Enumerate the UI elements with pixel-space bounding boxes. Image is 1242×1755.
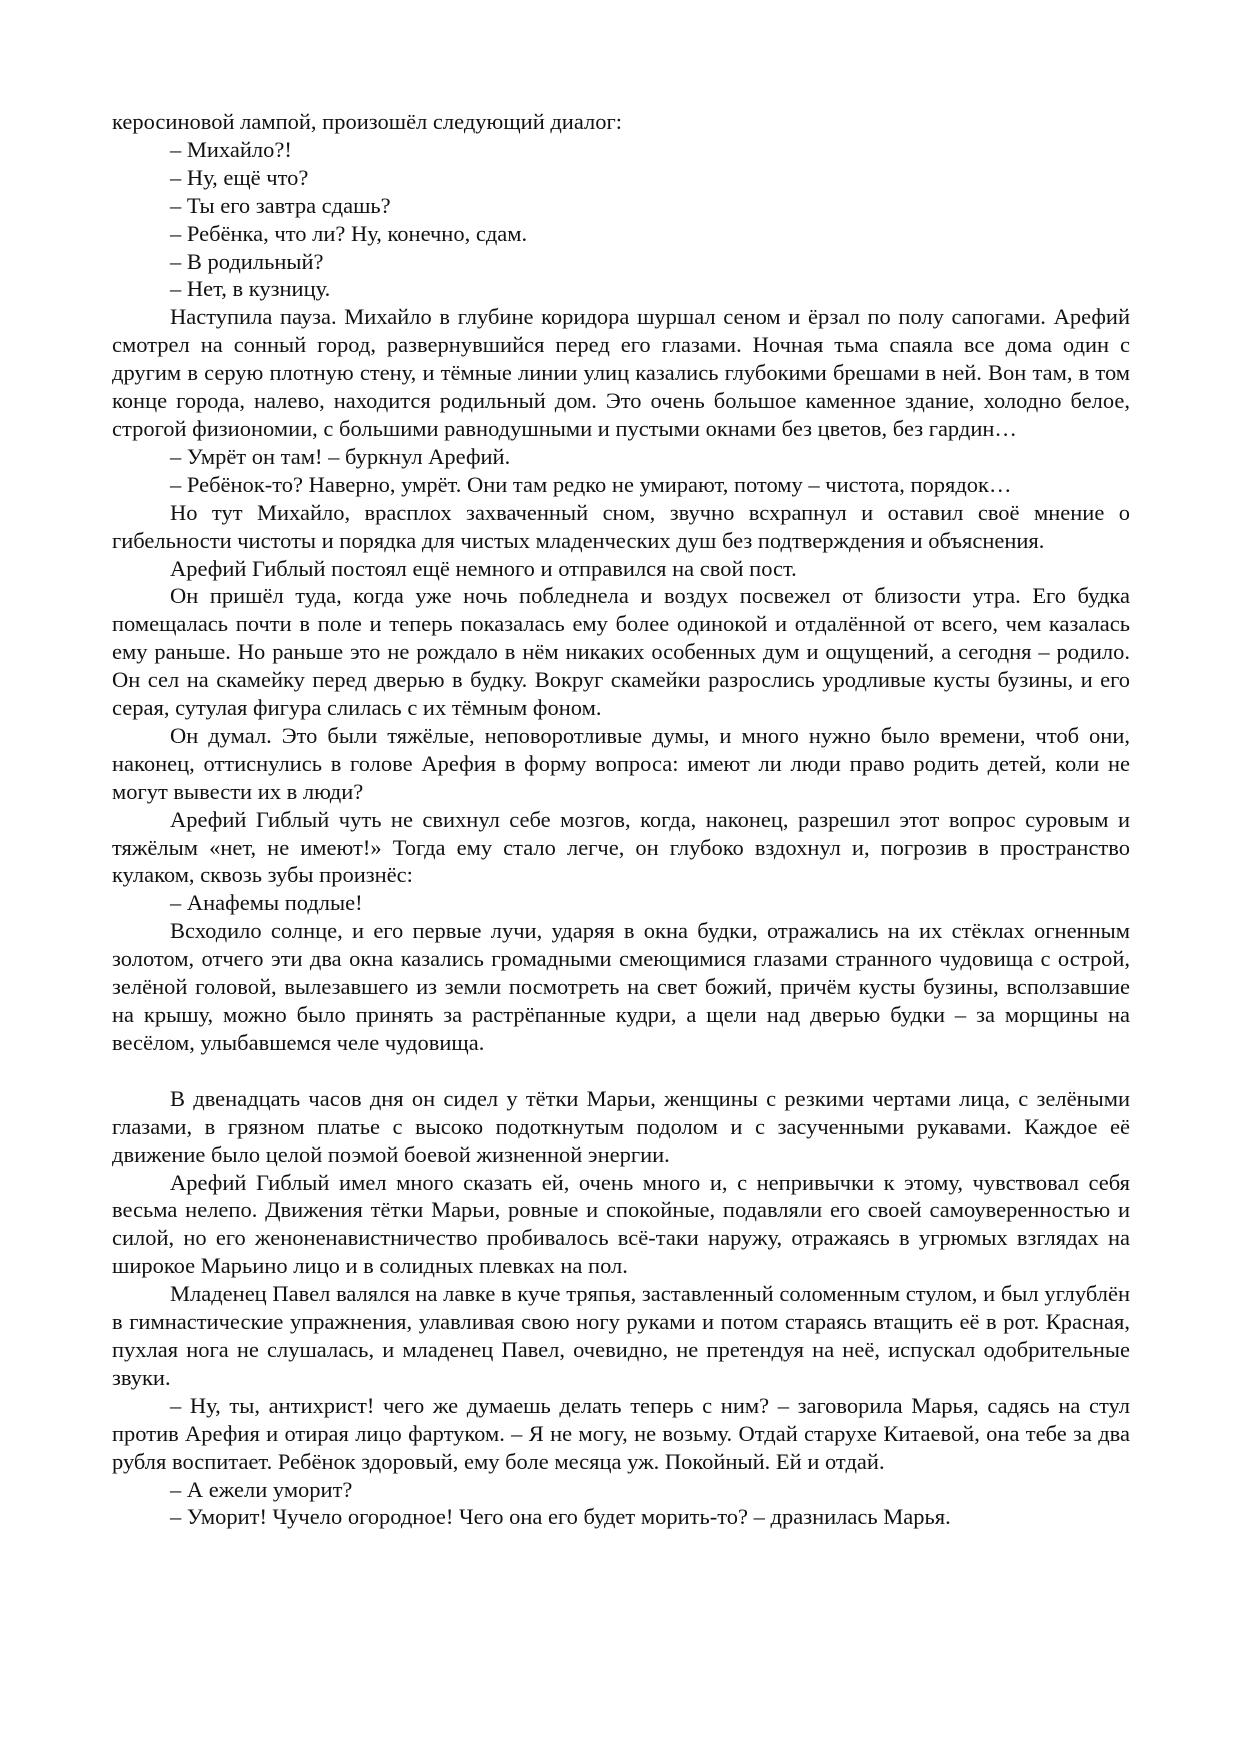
paragraph: Арефий Гиблый чуть не свихнул себе мозгов, когда, наконец, разрешил этот вопрос суровым и тяжёлым «нет, не имеют!» Тогда ему стало легче, он глубоко вздохнул и, погрозив в пространство кулаком, сквозь зубы произнёс: xyxy=(112,806,1130,888)
dialogue-line: – Анафемы подлые! xyxy=(170,890,363,916)
section-break xyxy=(112,1057,1130,1085)
dialogue-line: – Умрёт он там! – буркнул Арефий. xyxy=(170,443,511,469)
dialogue-line: – Уморит! Чучело огородное! Чего она его будет морить-то? – дразнилась Марья. xyxy=(170,1504,951,1530)
paragraph: – Ну, ты, антихрист! чего же думаешь делать теперь с ним? – заговорила Марья, садясь на стул против Арефия и отирая лицо фартуком. – Я не могу, не возьму. Отдай старухе Китаевой, она тебе за два рубля воспитает. Ребёнок здоровый, ему боле месяца уж. Покойный. Ей и отдай. xyxy=(112,1392,1130,1474)
dialogue-line: – Ребёнок-то? Наверно, умрёт. Они там редко не умирают, потому – чистота, порядок… xyxy=(170,471,1012,497)
paragraph: Младенец Павел валялся на лавке в куче тряпья, заставленный соломенным стулом, и был углублён в гимнастические упражнения, улавливая свою ногу руками и потом стараясь втащить её в рот. Красная, пухлая нога не слушалась, и младенец Павел, очевидно, не претендуя на неё, испускал одобрительные звуки. xyxy=(112,1281,1130,1390)
paragraph: Но тут Михайло, врасплох захваченный сном, звучно всхрапнул и оставил своё мнение о гибельности чистоты и порядка для чистых младенческих душ без подтверждения и объяснения. xyxy=(112,499,1130,553)
dialogue-line: – А ежели уморит? xyxy=(170,1476,353,1502)
paragraph: В двенадцать часов дня он сидел у тётки Марьи, женщины с резкими чертами лица, с зелёными глазами, в грязном платье с высоко подоткнутым подолом и с засученными рукавами. Каждое её движение было целой поэмой боевой жизненной энергии. xyxy=(112,1085,1130,1167)
dialogue-line: – Ну, ещё что? xyxy=(170,164,309,190)
document-page xyxy=(112,108,1130,1531)
paragraph: Он думал. Это были тяжёлые, неповоротливые думы, и много нужно было времени, чтоб они, наконец, оттиснулись в голове Арефия в форму вопроса: имеют ли люди право родить детей, коли не могут вывести их в люди? xyxy=(112,722,1130,804)
dialogue-line: – Ребёнка, что ли? Ну, конечно, сдам. xyxy=(170,220,528,246)
paragraph: Наступила пауза. Михайло в глубине коридора шуршал сеном и ёрзал по полу сапогами. Арефий смотрел на сонный город, развернувшийся перед его глазами. Ночная тьма спаяла все дома один с другим в серую плотную стену, и тёмные линии улиц казались глубокими брешами в ней. Вон там, в том конце города, налево, находится родильный дом. Это очень большое каменное здание, холодно белое, строгой физиономии, с большими равнодушными и пустыми окнами без цветов, без гардин… xyxy=(112,304,1130,441)
dialogue-line: – Нет, в кузницу. xyxy=(170,276,331,302)
paragraph: Он пришёл туда, когда уже ночь побледнела и воздух посвежел от близости утра. Его будка помещалась почти в поле и теперь показалась ему более одинокой и отдалённой от всего, чем казалась ему раньше. Но раньше это не рождало в нём никаких особенных дум и ощущений, а сегодня – родило. Он сел на скамейку перед дверью в будку. Вокруг скамейки разрослись уродливые кусты бузины, и его серая, сутулая фигура слилась с их тёмным фоном. xyxy=(112,583,1130,721)
dialogue-line: – Ты его завтра сдашь? xyxy=(170,192,391,218)
paragraph: Арефий Гиблый постоял ещё немного и отправился на свой пост. xyxy=(170,555,797,581)
paragraph: Арефий Гиблый имел много сказать ей, очень много и, с непривычки к этому, чувствовал себя весьма нелепо. Движения тётки Марьи, ровные и спокойные, подавляли его своей самоуверенностью и силой, но его женоненавистничество пробивалось всё-таки наружу, отражаясь в угрюмых взглядах на широкое Марьино лицо и в солидных плевках на пол. xyxy=(112,1169,1130,1279)
dialogue-line: – В родильный? xyxy=(170,248,324,274)
paragraph: Всходило солнце, и его первые лучи, ударяя в окна будки, отражались на их стёклах огненным золотом, отчего эти два окна казались громадными смеющимися глазами странного чудовища с острой, зелёной головой, вылезавшего из земли посмотреть на свет божий, причём кусты бузины, всползавшие на крышу, можно было принять за растрёпанные кудри, а щели над дверью будки – за морщины на весёлом, улыбавшемся челе чудовища. xyxy=(112,918,1130,1055)
text-line: керосиновой лампой, произошёл следующий диалог: xyxy=(112,109,622,134)
dialogue-line: – Михайло?! xyxy=(170,136,292,162)
